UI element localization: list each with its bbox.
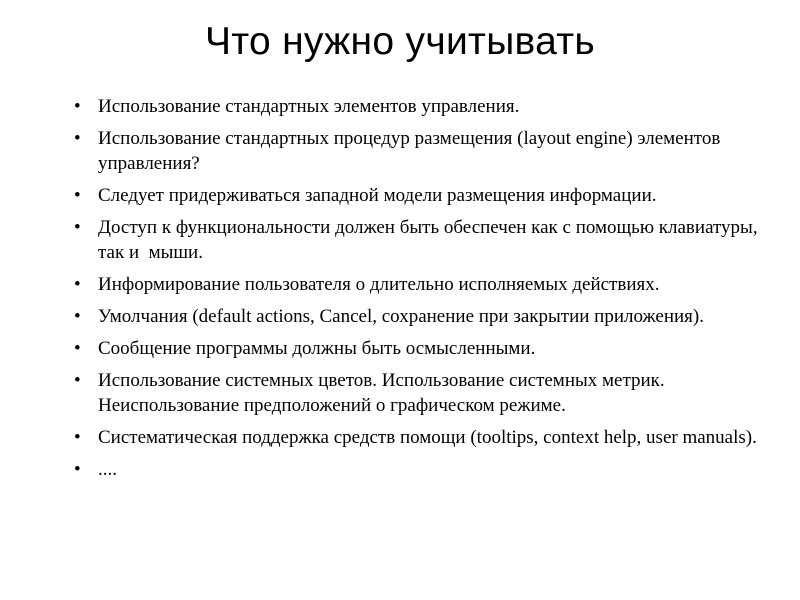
bullet-item	[74, 183, 774, 208]
bullet-icon: •	[74, 128, 81, 149]
bullet-icon: •	[74, 427, 81, 448]
bullet-item	[74, 457, 774, 482]
bullet-item	[74, 425, 774, 450]
bullet-text: ....	[98, 459, 117, 480]
bullet-text: Сообщение программы должны быть осмысленными.	[98, 338, 536, 359]
bullet-text: Информирование пользователя о длительно исполняемых действиях.	[98, 274, 660, 295]
bullet-list	[74, 94, 774, 489]
bullet-icon: •	[74, 185, 81, 206]
bullet-item	[74, 272, 774, 297]
bullet-text: Использование стандартных процедур размещения (layout engine) элементов управления?	[98, 128, 721, 174]
bullet-item	[74, 336, 774, 361]
bullet-text: Использование стандартных элементов управления.	[98, 96, 520, 117]
bullet-item	[74, 304, 774, 329]
bullet-item	[74, 126, 774, 176]
bullet-text: Умолчания (default actions, Cancel, сохранение при закрытии приложения).	[98, 306, 704, 327]
bullet-icon: •	[74, 338, 81, 359]
bullet-icon: •	[74, 370, 81, 391]
bullet-item	[74, 94, 774, 119]
bullet-text: Следует придерживаться западной модели размещения информации.	[98, 185, 657, 206]
bullet-icon: •	[74, 274, 81, 295]
bullet-item	[74, 368, 774, 418]
bullet-icon: •	[74, 459, 81, 480]
bullet-icon: •	[74, 217, 81, 238]
bullet-text: Использование системных цветов. Использование системных метрик. Неиспользование предположений о графическом режиме.	[98, 370, 665, 416]
bullet-icon: •	[74, 306, 81, 327]
bullet-icon: •	[74, 96, 81, 117]
bullet-text: Систематическая поддержка средств помощи (tooltips, context help, user manuals).	[98, 427, 757, 448]
bullet-text: Доступ к функциональности должен быть обеспечен как с помощью клавиатуры, так и мыши.	[98, 217, 763, 263]
slide-title: Что нужно учитывать	[204, 20, 596, 63]
bullet-item	[74, 215, 774, 265]
